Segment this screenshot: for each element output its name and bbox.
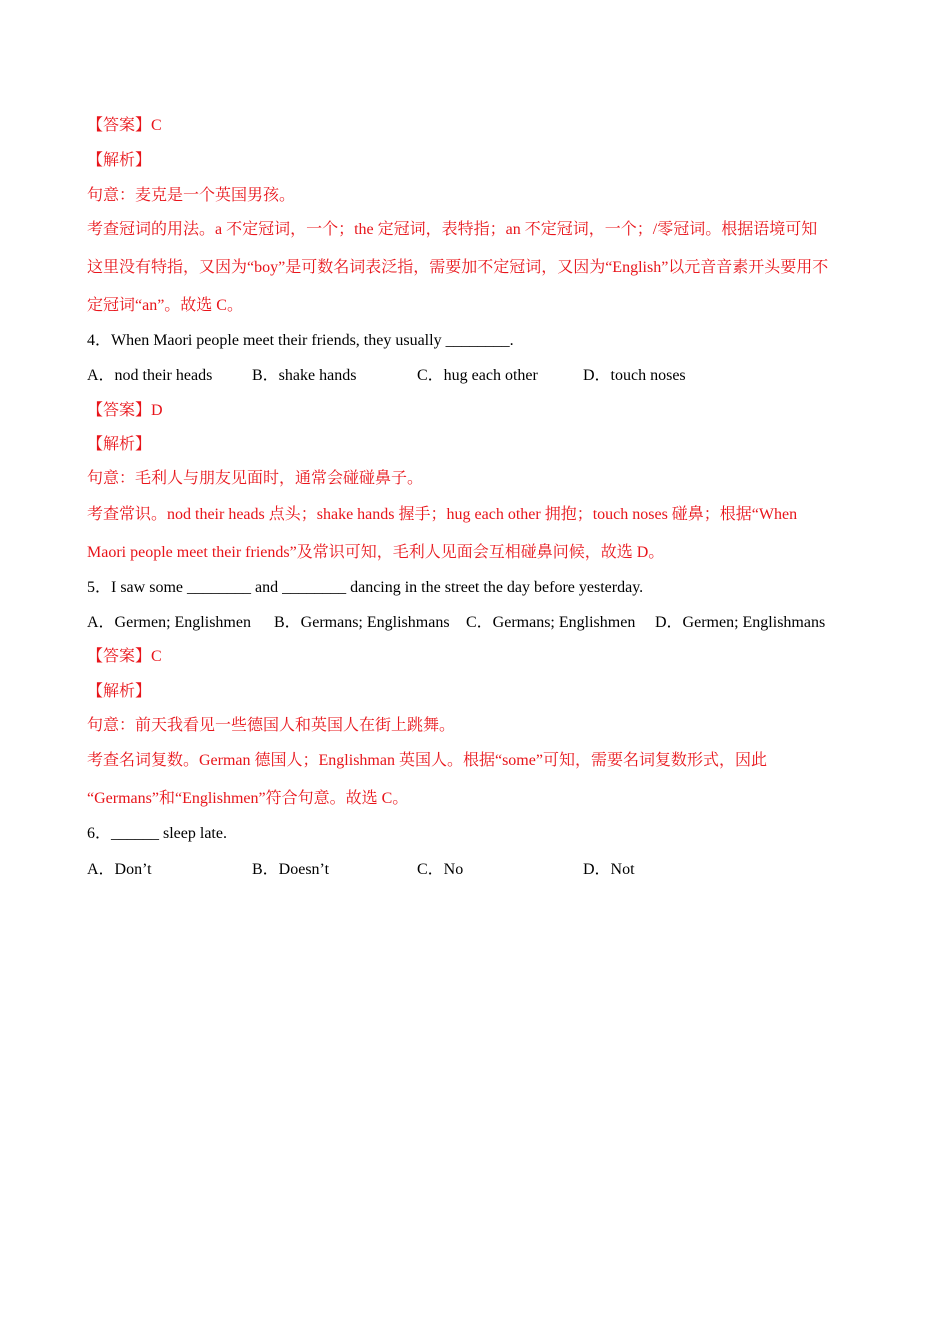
q5-answer: 【答案】C: [87, 648, 162, 665]
q5-analysis-label: 【解析】: [87, 683, 152, 700]
q3-explanation-line-2: 这里没有特指，又因为“boy”是可数名词表泛指，需要加不定冠词，又因为“English”以元音音素开头要用不: [87, 259, 829, 276]
q4-analysis-label: 【解析】: [87, 436, 152, 453]
q4-option-d: D．touch noses: [583, 367, 686, 384]
q3-answer: 【答案】C: [87, 117, 162, 134]
q5-option-d: D．Germen; Englishmans: [655, 614, 826, 631]
q3-explanation-line-1: 考查冠词的用法。a 不定冠词，一个；the 定冠词，表特指；an 不定冠词，一个；/零冠词。根据语境可知: [87, 221, 818, 238]
q4-explanation-line-1: 考查常识。nod their heads 点头；shake hands 握手；hug each other 拥抱；touch noses 碰鼻；根据“When: [87, 506, 798, 523]
q6-question: 6．______ sleep late.: [87, 825, 227, 842]
q3-explanation-line-3: 定冠词“an”。故选 C。: [87, 297, 243, 314]
q5-question: 5．I saw some ________ and ________ dancing in the street the day before yesterday.: [87, 579, 644, 596]
q4-meaning: 句意：毛利人与朋友见面时，通常会碰碰鼻子。: [87, 470, 424, 487]
q4-answer: 【答案】D: [87, 402, 163, 419]
q4-option-c: C．hug each other: [417, 367, 538, 384]
q4-option-b: B．shake hands: [252, 367, 357, 384]
q6-option-c: C．No: [417, 861, 464, 878]
q5-explanation-line-2: “Germans”和“Englishmen”符合句意。故选 C。: [87, 790, 409, 807]
q4-explanation-line-2: Maori people meet their friends”及常识可知，毛利人见面会互相碰鼻问候，故选 D。: [87, 544, 665, 561]
q3-meaning: 句意：麦克是一个英国男孩。: [87, 187, 296, 204]
q6-option-b: B．Doesn’t: [252, 861, 330, 878]
q5-option-a: A．Germen; Englishmen: [87, 614, 251, 631]
q4-option-a: A．nod their heads: [87, 367, 213, 384]
q4-question: 4．When Maori people meet their friends, they usually ________.: [87, 332, 514, 349]
q6-option-d: D．Not: [583, 861, 635, 878]
q5-meaning: 句意：前天我看见一些德国人和英国人在街上跳舞。: [87, 717, 456, 734]
q5-option-c: C．Germans; Englishmen: [466, 614, 636, 631]
q5-explanation-line-1: 考查名词复数。German 德国人；Englishman 英国人。根据“some”可知，需要名词复数形式，因此: [87, 752, 767, 769]
q6-option-a: A．Don’t: [87, 861, 152, 878]
q3-analysis-label: 【解析】: [87, 152, 152, 169]
q5-option-b: B．Germans; Englishmans: [274, 614, 450, 631]
